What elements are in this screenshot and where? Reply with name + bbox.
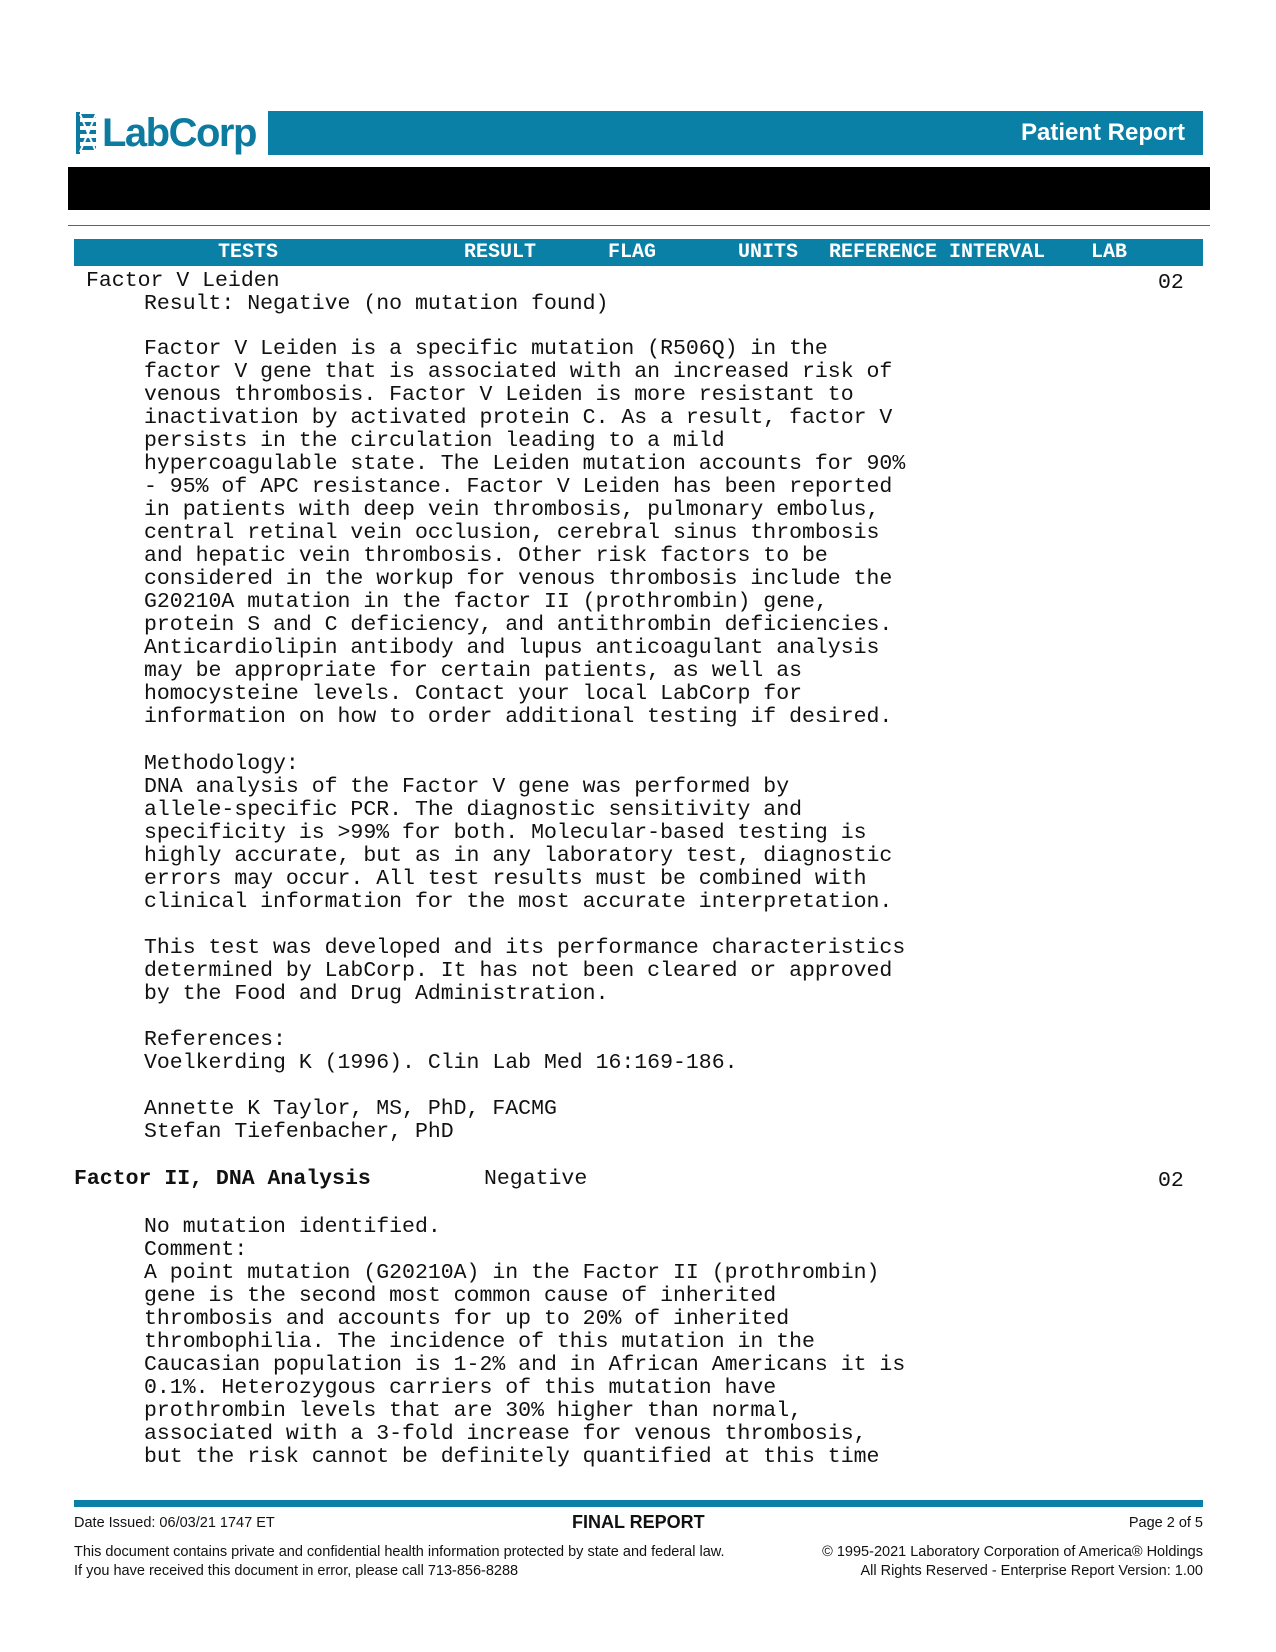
column-units: UNITS — [738, 241, 799, 264]
column-header — [74, 239, 1203, 266]
dna-helix-icon — [76, 112, 98, 154]
column-lab: LAB — [1091, 241, 1128, 264]
test-result-line: Result: Negative (no mutation found) — [144, 292, 609, 316]
test-disclaimer: This test was developed and its performance characteristics determined by LabCorp. It has not been cleared or approved by the Food and Drug Administration. — [144, 936, 906, 1006]
footer-rule — [74, 1500, 1203, 1507]
test-references: References: Voelkerding K (1996). Clin Lab Med 16:169-186. — [144, 1028, 738, 1075]
test-description: Factor V Leiden is a specific mutation (R506Q) in the factor V gene that is associated with an increased risk of venous thrombosis. Factor V Leiden is more resistant to inactivation by activated protein C. As a result, factor V persists in the circulation leading to a mild hypercoagulable state. The Leiden mutation accounts for 90% - 95% of APC resistance. Factor V Leiden has been reported in patients with deep vein thrombosis, pulmonary embolus, central retinal vein occlusion, cerebral sinus thrombosis and hepatic vein thrombosis. Other risk factors to be considered in the workup for venous thrombosis include the G20210A mutation in the factor II (prothrombin) gene, protein S and C deficiency, and antithrombin deficiencies. Anticardiolipin antibody and lupus anticoagulant analysis may be appropriate for certain patients, as well as homocysteine levels. Contact your local LabCorp for information on how to order additional testing if desired. — [144, 337, 906, 729]
labcorp-logo — [76, 110, 256, 156]
test-name: Factor V Leiden — [86, 269, 280, 293]
test-result: Negative — [484, 1167, 588, 1191]
test-comment: No mutation identified. Comment: A point mutation (G20210A) in the Factor II (prothrombin) gene is the second most common cause of inherited thrombosis and accounts for up to 20% of inherited thrombophilia. The incidence of this mutation in the Caucasian population is 1-2% and in African Americans it is 0.1%. Heterozygous carriers of this mutation have prothrombin levels that are 30% higher than normal, associated with a 3-fold increase for venous thrombosis, but the risk cannot be definitely quantified at this time — [144, 1215, 906, 1469]
column-reference-interval: REFERENCE INTERVAL — [829, 241, 1046, 264]
column-flag: FLAG — [608, 241, 657, 264]
test-lab-code: 02 — [1158, 271, 1184, 295]
test-lab-code: 02 — [1158, 1169, 1184, 1193]
test-methodology: Methodology: DNA analysis of the Factor V gene was performed by allele-specific PCR. The diagnostic sensitivity and specificity is >99% for both. Molecular-based testing is highly accurate, but as in any laboratory test, diagnostic errors may occur. All test results must be combined with clinical information for the most accurate interpretation. — [144, 752, 893, 914]
error-contact-notice: If you have received this document in error, please call 713-856-8288 — [74, 1563, 519, 1579]
test-name: Factor II, DNA Analysis — [74, 1167, 371, 1191]
final-report-label: FINAL REPORT — [572, 1512, 705, 1532]
page-number: Page 2 of 5 — [1128, 1515, 1203, 1531]
redacted-patient-bar — [68, 167, 1210, 210]
column-tests: TESTS — [218, 241, 279, 264]
logo-text: LabCorp — [102, 111, 256, 155]
column-result: RESULT — [464, 241, 537, 264]
report-title: Patient Report — [1020, 119, 1185, 146]
divider — [68, 225, 1210, 226]
rights-version: All Rights Reserved - Enterprise Report Version: 1.00 — [860, 1563, 1203, 1579]
report-banner — [268, 111, 1203, 155]
test-signatories: Annette K Taylor, MS, PhD, FACMG Stefan Tiefenbacher, PhD — [144, 1097, 557, 1144]
date-issued: Date Issued: 06/03/21 1747 ET — [74, 1515, 275, 1531]
confidential-notice: This document contains private and confidential health information protected by state and federal law. — [74, 1544, 725, 1560]
copyright: © 1995-2021 Laboratory Corporation of America® Holdings — [822, 1544, 1203, 1560]
